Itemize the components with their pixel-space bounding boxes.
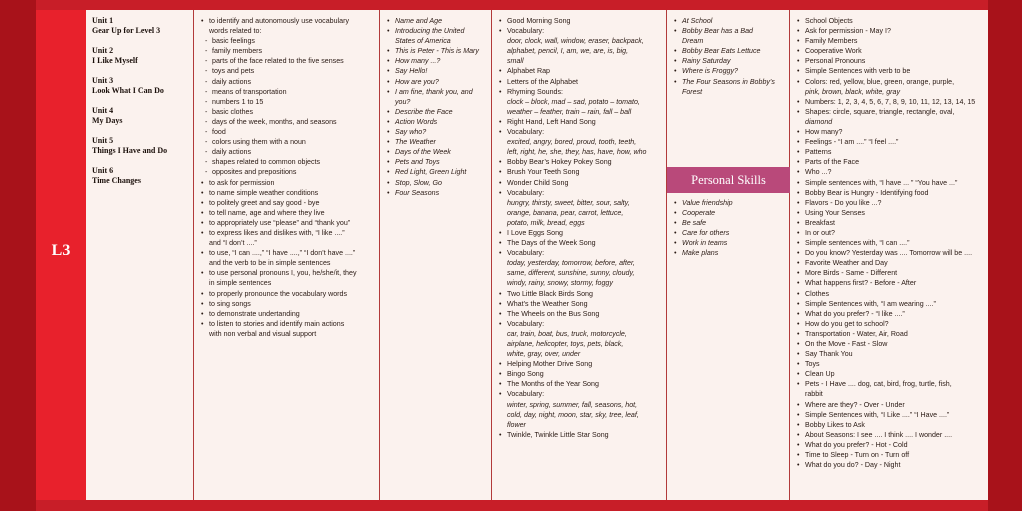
list-item: orange, banana, pear, carrot, lettuce, [507,208,624,217]
list-item: • Days of the Week [386,147,487,157]
list-item: • Bobby Likes to Ask [796,420,984,430]
list-item: • Say Thank You [796,349,984,359]
list-item: • Parts of the Face [796,157,984,167]
list-item: car, train, boat, bus, truck, motorcycle, [507,329,627,338]
unit-block [92,106,189,126]
list-item: • to politely greet and say good - bye [200,198,375,208]
list-item: • Simple Sentences with verb to be [796,66,984,76]
list-item: - days of the week, months, and seasons [200,117,375,127]
list-item: rabbit [805,390,823,399]
list-item: • Who ...? [796,167,984,177]
unit-number: Unit 2 [92,46,114,55]
list-item: • Simple Sentences with, “I Like ....” “I Have ....” [796,410,984,420]
list-item: • What’s the Weather Song [498,299,662,309]
list-item: • Patterns [796,147,984,157]
list-item: • The Days of the Week Song [498,238,662,248]
list-item: • Bobby Bear’s Hokey Pokey Song [498,157,662,167]
list-item: door, clock, wall, window, eraser, backpack, [507,37,644,46]
list-item: • Ask for permission - May I? [796,26,984,36]
list-item: alphabet, pencil, I, am, we, are, is, big, [507,47,629,56]
unit-number: Unit 5 [92,136,114,145]
list-item: • Bobby Bear has a Bad [673,26,785,36]
list-item: • Say who? [386,127,487,137]
list-item: • Transportation - Water, Air, Road [796,329,984,339]
list-item: • What do you prefer? - “I like ....” [796,309,984,319]
list-item: • Pets and Toys [386,157,487,167]
right-binding-edge [988,0,1022,511]
unit-title: My Days [92,116,123,125]
list-item: - family members [200,46,375,56]
list-item: • Shapes: circle, square, triangle, rectangle, oval, [796,107,984,117]
list-item: • to properly pronounce the vocabulary words [200,289,375,299]
unit-number: Unit 1 [92,16,114,25]
list-item: • Two Little Black Birds Song [498,289,662,299]
personal-skill-item: • Make plans [673,248,786,258]
list-item: - opposites and prepositions [200,167,375,177]
list-item: Forest [682,87,703,96]
list-item: • Action Words [386,117,487,127]
list-item: • Brush Your Teeth Song [498,167,662,177]
personal-skill-item: • Work in teams [673,238,786,248]
list-item: • Red Light, Green Light [386,167,487,177]
unit-number: Unit 4 [92,106,114,115]
list-item: • Twinkle, Twinkle Little Star Song [498,430,662,440]
list-item: • Stop, Slow, Go [386,178,487,188]
list-item: • I am fine, thank you, and [386,87,487,97]
list-item: • Flavors - Do you like ...? [796,198,984,208]
personal-skills-heading: Personal Skills [667,167,790,193]
list-item: and “I don’t ....” [209,239,257,248]
list-item: • Vocabulary: [498,319,662,329]
list-item: • How many ...? [386,56,487,66]
list-item: • Alphabet Rap [498,66,662,76]
list-item: • On the Move - Fast - Slow [796,339,984,349]
list-item: • Rainy Saturday [673,56,785,66]
list-item: • Clean Up [796,369,984,379]
list-item: white, gray, over, under [507,350,581,359]
list-item: • to identify and autonomously use vocabulary [200,16,375,26]
list-item: same, different, sunshine, sunny, cloudy, [507,269,635,278]
list-item: - food [200,127,375,137]
list-item: today, yesterday, tomorrow, before, after, [507,259,635,268]
level-column [36,10,86,500]
unit-block [92,136,189,156]
list-item: potato, milk, bread, eggs [507,218,585,227]
list-item: • to listen to stories and identify main actions [200,319,375,329]
personal-skill-item: • Cooperate [673,208,786,218]
unit-block [92,16,189,36]
topics-column [790,10,988,500]
list-item: small [507,57,524,66]
list-item: • Vocabulary: [498,127,662,137]
list-item: • Good Morning Song [498,16,662,26]
list-item: • to appropriately use “please” and “thank you” [200,218,375,228]
list-item: windy, rainy, snowy, stormy, foggy [507,279,613,288]
list-item: • How do you get to school? [796,319,984,329]
list-item: • Vocabulary: [498,26,662,36]
list-item: in simple sentences [209,279,272,288]
personal-skill-item: • Value friendship [673,198,786,208]
list-item: • Simple sentences with, “I have ... ” “You have ...” [796,178,984,188]
list-item: weather – feather, train – rain, fall – ball [507,107,632,116]
list-item: • More Birds - Same - Different [796,268,984,278]
list-item: • The Weather [386,137,487,147]
list-item: • Introducing the United [386,26,487,36]
list-item: • Using Your Senses [796,208,984,218]
unit-block [92,46,189,66]
unit-number: Unit 3 [92,76,114,85]
list-item: flower [507,420,526,429]
unit-title: Things I Have and Do [92,146,168,155]
level-label: L3 [51,242,71,259]
unit-title: Gear Up for Level 3 [92,26,161,35]
list-item: • Family Members [796,36,984,46]
list-item: • Bobby Bear Eats Lettuce [673,46,785,56]
songs-column [492,10,667,500]
list-item: cold, day, night, moon, star, sky, tree, leaf, [507,410,639,419]
unit-title: I Like Myself [92,56,138,65]
list-item: • What do you do? - Day - Night [796,460,984,470]
list-item: words related to: [209,27,262,36]
list-item: • to ask for permission [200,178,375,188]
list-item: • How are you? [386,77,487,87]
list-item: • How many? [796,127,984,137]
list-item: clock – block, mad – sad, potato – tomato, [507,97,640,106]
list-item: • Bobby Bear is Hungry - Identifying food [796,188,984,198]
list-item: • Rhyming Sounds: [498,87,662,97]
list-item: • This is Peter - This is Mary [386,46,487,56]
list-item: • About Seasons: I see .... I think .... I wonder .... [796,430,984,440]
list-item: - daily actions [200,147,375,157]
list-item: • Do you know? Yesterday was .... Tomorrow will be .... [796,248,984,258]
list-item: - numbers 1 to 15 [200,97,375,107]
personal-skills-list [667,198,790,259]
list-item: • Breakfast [796,218,984,228]
list-item: • Name and Age [386,16,487,26]
list-item: • Simple sentences with, “I can ....” [796,238,984,248]
list-item: • Pets - I Have .... dog, cat, bird, frog, turtle, fish, [796,379,984,389]
list-item: • Personal Pronouns [796,56,984,66]
list-item: • Say Hello! [386,66,487,76]
list-item: • Clothes [796,289,984,299]
list-item: • Favorite Weather and Day [796,258,984,268]
units-column [86,10,194,500]
list-item: - basic clothes [200,107,375,117]
list-item: • to demonstrate undertanding [200,309,375,319]
list-item: States of America [395,37,451,46]
list-item: • What happens first? - Before - After [796,278,984,288]
list-item: • Toys [796,359,984,369]
list-item: • Cooperative Work [796,46,984,56]
left-binding-edge [0,0,36,511]
list-item: • I Love Eggs Song [498,228,662,238]
list-item: • Feelings - “I am ....” “I feel ....” [796,137,984,147]
list-item: • Bingo Song [498,369,662,379]
list-item: • Describe the Face [386,107,487,117]
list-item: pink, brown, black, white, gray [805,87,901,96]
list-item: • Four Seasons [386,188,487,198]
list-item: • Letters of the Alphabet [498,77,662,87]
list-item: - colors using them with a noun [200,137,375,147]
list-item: - toys and pets [200,66,375,76]
list-item: left, right, he, she, they, has, have, how, who [507,148,647,157]
list-item: • to sing songs [200,299,375,309]
list-item: airplane, helicopter, toys, pets, black, [507,340,624,348]
list-item: • to express likes and dislikes with, “I like ....” [200,228,375,238]
list-item: • Vocabulary: [498,389,662,399]
list-item: - parts of the face related to the five senses [200,56,375,66]
unit-title: Look What I Can Do [92,86,164,95]
unit-title: Time Changes [92,176,141,185]
list-item: - basic feelings [200,36,375,46]
list-item: • Time to Sleep - Turn on - Turn off [796,450,984,460]
list-item: • Vocabulary: [498,188,662,198]
objectives-column [194,10,380,500]
list-item: • Vocabulary: [498,248,662,258]
list-item: • The Four Seasons in Bobby’s [673,77,785,87]
list-item: • Helping Mother Drive Song [498,359,662,369]
list-item: - shapes related to common objects [200,157,375,167]
unit-number: Unit 6 [92,166,114,175]
list-item: • Where is Froggy? [673,66,785,76]
list-item: Dream [682,37,704,46]
list-item: you? [395,97,411,106]
list-item: and the verb to be in simple sentences [209,259,331,268]
list-item: excited, angry, bored, proud, tooth, teeth, [507,138,637,147]
list-item: diamond [805,117,833,126]
unit-block [92,76,189,96]
list-item: - means of transportation [200,87,375,97]
list-item: • School Objects [796,16,984,26]
list-item: • Numbers: 1, 2, 3, 4, 5, 6, 7, 8, 9, 10, 11, 12, 13, 14, 15 [796,97,984,107]
list-item: • At School [673,16,785,26]
list-item: • Simple Sentences with, “I am wearing ....” [796,299,984,309]
list-item: • The Wheels on the Bus Song [498,309,662,319]
personal-skill-item: • Care for others [673,228,786,238]
list-item: • Where are they? - Over - Under [796,400,984,410]
personal-skill-item: • Be safe [673,218,786,228]
list-item: - daily actions [200,77,375,87]
readers-column [380,10,492,500]
unit-block [92,166,189,186]
list-item: • to use personal pronouns I, you, he/she/it, they [200,268,375,278]
list-item: • In or out? [796,228,984,238]
top-band [36,0,988,10]
list-item: with non verbal and visual support [209,329,317,338]
list-item: • Wonder Child Song [498,178,662,188]
list-item: • What do you prefer? - Hot - Cold [796,440,984,450]
list-item: • to use, “I can ....,” “I have ....,” “I don’t have ....” [200,248,375,258]
list-item: • The Months of the Year Song [498,379,662,389]
list-item: • Colors: red, yellow, blue, green, orange, purple, [796,77,984,87]
list-item: hungry, thirsty, sweet, bitter, sour, salty, [507,198,630,207]
list-item: • to tell name, age and where they live [200,208,375,218]
list-item: • Right Hand, Left Hand Song [498,117,662,127]
bottom-band [36,500,988,511]
list-item: winter, spring, summer, fall, seasons, hot, [507,400,638,409]
list-item: • to name simple weather conditions [200,188,375,198]
